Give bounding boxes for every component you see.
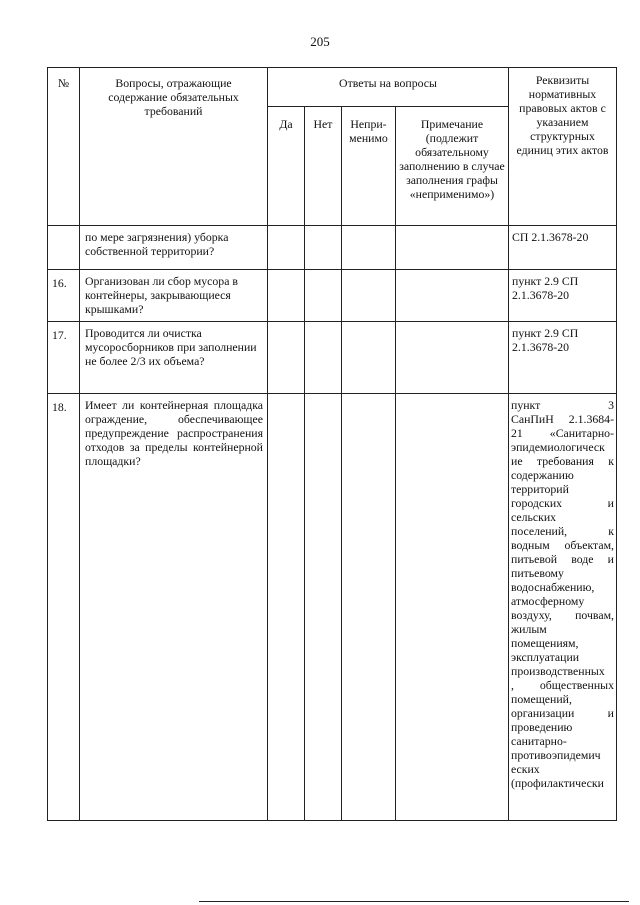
header-not-applicable: Непри-менимо [342,107,396,226]
row-reference: пункт 2.9 СП 2.1.3678-20 [509,322,617,394]
note-cell[interactable] [396,322,509,394]
table-header-row [48,68,617,107]
header-no: Нет [305,107,342,226]
table-row [48,394,617,821]
answer-no-cell[interactable] [305,270,342,322]
reference-line: питьевому [511,566,564,580]
answer-no-cell[interactable] [305,322,342,394]
row-reference: СП 2.1.3678-20 [509,226,617,270]
table-row [48,270,617,322]
note-cell[interactable] [396,226,509,270]
reference-line: (профилактически [511,776,604,790]
note-cell[interactable] [396,394,509,821]
row-question: по мере загрязнения) уборка собственной территории? [80,226,268,270]
reference-line: питьевой воде и [511,552,614,566]
row-number: 16. [48,270,80,322]
answer-yes-cell[interactable] [268,226,305,270]
reference-line: водным объектам, [511,538,614,552]
reference-line: поселений, к [511,524,614,538]
answer-yes-cell[interactable] [268,322,305,394]
answer-not-applicable-cell[interactable] [342,322,396,394]
answer-no-cell[interactable] [305,394,342,821]
row-question: Имеет ли контейнерная площадка ограждение, обеспечивающее предупреждение распространения отходов за пределы контейнерной площадки? [80,394,268,821]
reference-line: пункт 3 [511,398,614,412]
checklist-table [47,67,617,821]
reference-line: , общественных [511,678,614,692]
header-num: № [48,68,80,226]
reference-line: эпидемиологическ [511,440,605,454]
header-answers: Ответы на вопросы [268,68,509,107]
reference-line: городских и [511,496,614,510]
reference-line: воздуху, почвам, [511,608,614,622]
answer-not-applicable-cell[interactable] [342,226,396,270]
reference-line: территорий [511,482,569,496]
reference-line: жилым [511,622,547,636]
reference-line: еских [511,762,540,776]
row-reference [509,394,617,821]
table-row [48,322,617,394]
reference-line: противоэпидемич [511,748,601,762]
reference-line: СанПиН 2.1.3684- [511,412,614,426]
answer-not-applicable-cell[interactable] [342,394,396,821]
reference-line: организации и [511,706,614,720]
answer-yes-cell[interactable] [268,394,305,821]
row-number: 17. [48,322,80,394]
row-question: Организован ли сбор мусора в контейнеры, закрывающиеся крышками? [80,270,268,322]
table-row [48,226,617,270]
row-number [48,226,80,270]
reference-line: ие требования к [511,454,614,468]
reference-line: проведению [511,720,573,734]
reference-line: помещений, [511,692,572,706]
reference-line: содержанию [511,468,574,482]
reference-line: эксплуатации [511,650,580,664]
reference-line: производственных [511,664,605,678]
reference-line: 21 «Санитарно- [511,426,614,440]
reference-lines [511,398,614,790]
reference-line: сельских [511,510,557,524]
header-yes: Да [268,107,305,226]
answer-yes-cell[interactable] [268,270,305,322]
row-number: 18. [48,394,80,821]
answer-no-cell[interactable] [305,226,342,270]
reference-line: атмосферному [511,594,585,608]
reference-line: водоснабжению, [511,580,595,594]
row-reference: пункт 2.9 СП 2.1.3678-20 [509,270,617,322]
answer-not-applicable-cell[interactable] [342,270,396,322]
header-question: Вопросы, отражающие содержание обязательных требований [80,68,268,226]
reference-line: помещениям, [511,636,579,650]
row-question: Проводится ли очистка мусоросборников при заполнении не более 2/3 их объема? [80,322,268,394]
header-requisites: Реквизиты нормативных правовых актов с указанием структурных единиц этих актов [509,68,617,226]
reference-line: санитарно- [511,734,567,748]
note-cell[interactable] [396,270,509,322]
page-bottom-rule [199,901,629,902]
header-note: Примечание (подлежит обязательному заполнению в случае заполнения графы «неприменимо») [396,107,509,226]
page-number: 205 [310,34,330,49]
